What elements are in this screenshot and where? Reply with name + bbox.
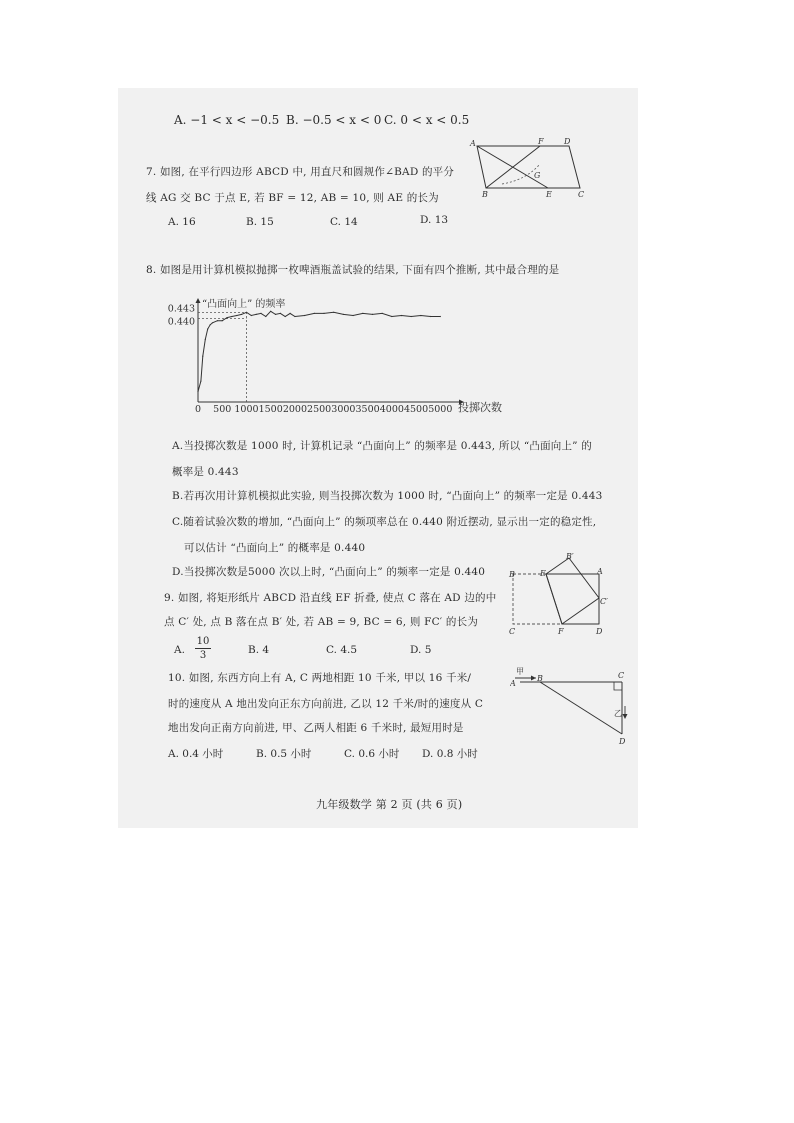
q8-stem: 8. 如图是用计算机模拟抛掷一枚啤酒瓶盖试验的结果, 下面有四个推断, 其中最合理的是	[146, 264, 560, 276]
fraction-denominator: 3	[199, 650, 207, 661]
q8-option-a-line1: A.当投掷次数是 1000 时, 计算机记录 “凸面向上” 的频率是 0.443, 所以 “凸面向上” 的	[172, 440, 592, 452]
q9-option-a-prefix: A.	[174, 644, 185, 656]
label-f: F	[538, 137, 544, 146]
q9-option-a-fraction	[195, 636, 211, 661]
q8-option-c-line2: 可以估计 “凸面向上” 的概率是 0.440	[184, 542, 366, 554]
x-tick-label: 3500	[355, 404, 380, 415]
label-c-prime: C′	[600, 597, 608, 606]
label-jia: 甲	[516, 667, 524, 676]
label-g: G	[534, 171, 541, 180]
q8-option-d: D.当投掷次数是5000 次以上时, “凸面向上” 的频率一定是 0.440	[172, 566, 486, 578]
data-point	[401, 315, 402, 316]
q10-option-b: B. 0.5 小时	[256, 748, 312, 760]
data-point	[285, 316, 286, 317]
q10-stem-line1: 10. 如图, 东西方向上有 A, C 两地相距 10 千米, 甲以 16 千米/	[168, 672, 472, 684]
q10-option-c: C. 0.6 小时	[344, 748, 400, 760]
data-point	[260, 313, 261, 314]
label-b-prime: B′	[566, 552, 574, 561]
q9-stem-line1: 9. 如图, 将矩形纸片 ABCD 沿直线 EF 折叠, 使点 C 落在 AD 边的中	[164, 592, 497, 604]
data-point	[236, 315, 237, 316]
q6-option-b: B. −0.5 < x < 0	[286, 113, 382, 127]
data-point	[207, 328, 208, 329]
q6-option-c: C. 0 < x < 0.5	[384, 113, 470, 127]
q7-option-c: C. 14	[330, 216, 358, 228]
line-bd	[540, 682, 622, 734]
data-point	[200, 381, 201, 382]
x-tick-label: 0	[194, 404, 202, 415]
q7-stem-line2: 线 AG 交 BC 于点 E, 若 BF = 12, AB = 10, 则 AE 的长为	[146, 192, 439, 204]
data-point	[430, 316, 431, 317]
q8-option-a-line2: 概率是 0.443	[172, 466, 239, 478]
q10-stem-line2: 时的速度从 A 地出发向正东方向前进, 乙以 12 千米/时的速度从 C	[168, 698, 484, 710]
x-tick-label: 2000	[282, 404, 308, 415]
q7-option-d: D. 13	[420, 214, 449, 226]
chart-x-ticks	[195, 404, 452, 415]
data-point	[294, 316, 295, 317]
data-point	[411, 316, 412, 317]
page-footer: 九年级数学 第 2 页 (共 6 页)	[316, 798, 463, 811]
q10-option-d: D. 0.8 小时	[422, 748, 478, 760]
data-point	[353, 315, 354, 316]
data-point	[265, 316, 266, 317]
label-c: C	[618, 671, 625, 680]
y-axis-arrow	[196, 298, 201, 303]
label-d: D	[619, 737, 626, 746]
data-point	[217, 320, 218, 321]
q8-option-b: B.若再次用计算机模拟此实验, 则当投掷次数为 1000 时, “凸面向上” 的频率一定是 0.443	[172, 490, 603, 502]
data-point	[290, 313, 291, 314]
label-b: B	[482, 190, 488, 198]
x-tick-label: 500	[213, 404, 232, 415]
q6-option-a: A. −1 < x < −0.5	[174, 113, 280, 127]
data-point	[227, 317, 228, 318]
data-point	[391, 316, 392, 317]
data-point	[210, 324, 211, 325]
label-e: E	[546, 190, 552, 198]
label-d: D	[596, 627, 603, 636]
data-point	[241, 314, 242, 315]
label-a: A	[510, 679, 516, 688]
data-point	[205, 339, 206, 340]
parallelogram-abcd	[477, 146, 580, 188]
data-point	[251, 315, 252, 316]
q7-option-b: B. 15	[246, 216, 274, 228]
x-tick-label: 2500	[307, 404, 332, 415]
y-tick-label: 0.440	[167, 316, 195, 328]
series-line-0	[198, 311, 440, 391]
data-point	[382, 313, 383, 314]
label-yi: 乙	[614, 709, 622, 718]
label-a: A	[470, 139, 476, 148]
data-point	[270, 311, 271, 312]
q9-rectangle-fold-figure	[502, 552, 614, 638]
data-point	[333, 312, 334, 313]
q10-route-figure	[510, 662, 630, 746]
chart-axes	[196, 298, 465, 405]
data-point	[197, 391, 198, 392]
q10-stem-line3: 地出发向正南方向前进, 甲、乙两人相距 6 千米时, 最短用时是	[168, 722, 464, 734]
x-tick-label: 5000	[428, 404, 453, 415]
label-a: A	[597, 567, 603, 576]
label-e: E	[540, 569, 546, 578]
q9-stem-line2: 点 C′ 处, 点 B 落在点 B′ 处, 若 AB = 9, BC = 6, 则 FC′ 的长为	[164, 616, 479, 628]
x-tick-label: 1500	[258, 404, 283, 415]
data-point	[280, 313, 281, 314]
q10-option-a: A. 0.4 小时	[168, 748, 224, 760]
x-tick-label: 4000	[379, 404, 404, 415]
frequency-line-chart	[160, 294, 520, 418]
right-angle-mark	[614, 682, 622, 690]
label-b: B	[509, 570, 515, 579]
data-point	[314, 313, 315, 314]
fraction-numerator: 10	[196, 636, 210, 647]
chart-y-label: “凸面向上” 的频率	[202, 299, 286, 310]
jia-arrowhead	[531, 676, 536, 681]
chart-reference-lines	[198, 311, 246, 402]
label-b: B	[537, 674, 543, 683]
q7-option-a: A. 16	[168, 216, 196, 228]
data-point	[246, 312, 247, 313]
data-point	[440, 316, 441, 317]
q9-option-c: C. 4.5	[326, 644, 358, 656]
data-point	[362, 313, 363, 314]
data-point	[420, 315, 421, 316]
label-f: F	[558, 627, 564, 636]
q9-option-b: B. 4	[248, 644, 270, 656]
data-point	[202, 356, 203, 357]
fraction-bar	[195, 648, 211, 649]
data-point	[275, 314, 276, 315]
chart-x-label: 投掷次数	[458, 401, 502, 414]
data-point	[372, 314, 373, 315]
label-c: C	[578, 190, 585, 198]
data-point	[212, 322, 213, 323]
folded-quad	[546, 558, 599, 624]
q8-option-c-line1: C.随着试验次数的增加, “凸面向上” 的频项率总在 0.440 附近摆动, 显示出一定的稳定性,	[172, 516, 597, 528]
y-tick-label: 0.443	[167, 303, 195, 315]
data-point	[231, 316, 232, 317]
q7-parallelogram-figure	[466, 134, 596, 198]
data-point	[304, 315, 305, 316]
chart-y-ticks	[168, 303, 195, 327]
data-point	[222, 320, 223, 321]
chart-series	[197, 311, 441, 393]
yi-arrowhead	[623, 714, 628, 719]
q7-stem-line1: 7. 如图, 在平行四边形 ABCD 中, 用直尺和圆规作∠BAD 的平分	[146, 166, 455, 178]
x-tick-label: 4500	[403, 404, 429, 415]
x-tick-label: 3000	[331, 404, 356, 415]
data-point	[343, 314, 344, 315]
line-bf	[486, 146, 540, 188]
x-tick-label: 1000	[234, 404, 259, 415]
label-d: D	[564, 137, 571, 146]
data-point	[323, 313, 324, 314]
data-point	[256, 314, 257, 315]
q9-option-d: D. 5	[410, 644, 432, 656]
label-c: C	[509, 627, 516, 636]
